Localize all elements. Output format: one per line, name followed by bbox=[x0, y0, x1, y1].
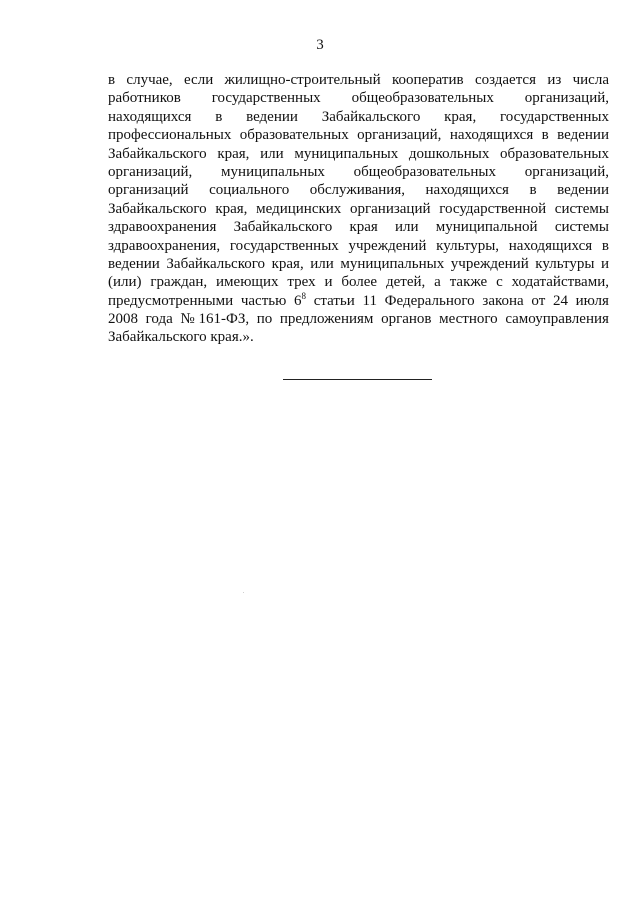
word: системы bbox=[554, 200, 609, 217]
paragraph-line bbox=[108, 163, 609, 181]
word: в bbox=[601, 237, 609, 254]
paragraph-line bbox=[108, 273, 609, 291]
word: трех bbox=[287, 274, 316, 291]
word: числа bbox=[572, 72, 609, 88]
word: находящихся bbox=[108, 108, 192, 125]
word: органов bbox=[381, 311, 432, 328]
word: муниципальной bbox=[435, 219, 538, 236]
word: здравоохранения bbox=[108, 219, 217, 236]
word: здравоохранения, bbox=[108, 237, 221, 254]
word: в bbox=[108, 72, 116, 88]
word: в bbox=[529, 182, 537, 199]
paragraph-line bbox=[108, 89, 609, 107]
word: частью bbox=[240, 292, 287, 309]
word: культуры, bbox=[436, 237, 500, 254]
word: граждан, bbox=[150, 274, 208, 291]
paragraph-line bbox=[108, 108, 609, 126]
word: Забайкальского bbox=[233, 219, 333, 236]
word: года bbox=[145, 311, 173, 328]
word: медицинских bbox=[256, 200, 342, 217]
word: организаций bbox=[108, 182, 189, 199]
word: государственных bbox=[211, 90, 321, 107]
word-with-superscript bbox=[294, 292, 306, 310]
word: Забайкальского bbox=[321, 108, 421, 125]
word: если bbox=[184, 72, 214, 88]
word: имеющих bbox=[216, 274, 279, 291]
word: детей, bbox=[385, 274, 426, 291]
word: ведении bbox=[557, 182, 609, 199]
word: из bbox=[547, 72, 562, 88]
word: края, bbox=[271, 255, 304, 272]
word: общеобразовательных bbox=[351, 90, 494, 107]
paragraph-text bbox=[108, 71, 609, 347]
word: а bbox=[434, 274, 441, 291]
word: профессиональных bbox=[108, 127, 232, 144]
word: в bbox=[541, 127, 549, 144]
word: Федерального bbox=[384, 292, 475, 309]
word: случае, bbox=[126, 72, 173, 88]
paragraph-line bbox=[108, 237, 609, 255]
word: ведении bbox=[108, 255, 160, 272]
word: или bbox=[260, 145, 284, 162]
word: обслуживания, bbox=[309, 182, 405, 199]
word: организаций, bbox=[524, 90, 609, 107]
paragraph-line bbox=[108, 145, 609, 163]
paragraph-line bbox=[108, 126, 609, 144]
word: с bbox=[496, 274, 503, 291]
word: находящихся bbox=[425, 182, 509, 199]
word: жилищно-строительный bbox=[224, 72, 381, 88]
word: от bbox=[531, 292, 546, 309]
word: создается bbox=[474, 72, 536, 88]
word: ведении bbox=[246, 108, 298, 125]
word: предложениям bbox=[279, 311, 374, 328]
word: государственных bbox=[500, 108, 609, 125]
word: 2008 bbox=[108, 311, 138, 328]
word: края, bbox=[444, 108, 477, 125]
word: организаций, bbox=[108, 163, 193, 180]
word: находящихся bbox=[449, 127, 534, 144]
word: Забайкальского bbox=[108, 145, 207, 162]
word: 24 bbox=[552, 292, 568, 309]
word: или bbox=[310, 255, 334, 272]
word: образовательных bbox=[500, 145, 609, 162]
word: государственной bbox=[439, 200, 547, 217]
word: Забайкальского bbox=[166, 255, 266, 272]
word: муниципальных bbox=[340, 255, 445, 272]
word: организаций, bbox=[357, 127, 442, 144]
word: муниципальных bbox=[221, 163, 325, 180]
word: организаций bbox=[349, 200, 431, 217]
paragraph-line-14 bbox=[108, 310, 609, 328]
word: ведении bbox=[557, 127, 609, 144]
word: края, bbox=[215, 200, 248, 217]
word: также bbox=[449, 274, 488, 291]
word: и bbox=[324, 274, 333, 291]
paragraph-line bbox=[108, 255, 609, 273]
word: по bbox=[256, 311, 273, 328]
superscript: 8 bbox=[301, 290, 306, 301]
word: июля bbox=[575, 292, 609, 309]
paragraph-line bbox=[108, 71, 609, 89]
word: в bbox=[215, 108, 223, 125]
word: муниципальных bbox=[294, 145, 399, 162]
paragraph-line-13 bbox=[108, 292, 609, 310]
word: организаций, bbox=[524, 163, 609, 180]
word: (или) bbox=[108, 274, 142, 291]
word: Забайкальского bbox=[108, 200, 207, 217]
paragraph-line bbox=[108, 200, 609, 218]
paragraph-last-line: Забайкальского края.». bbox=[108, 329, 254, 346]
part-number: 6 bbox=[294, 292, 302, 309]
word: социального bbox=[209, 182, 290, 199]
word: местного bbox=[439, 311, 498, 328]
paragraph-line bbox=[108, 181, 609, 199]
word: системы bbox=[554, 219, 609, 236]
word: дошкольных bbox=[408, 145, 490, 162]
word: учреждений bbox=[348, 237, 427, 254]
word: ходатайствами, bbox=[511, 274, 609, 291]
word: края bbox=[349, 219, 378, 236]
word: закона bbox=[482, 292, 524, 309]
word: общеобразовательных bbox=[353, 163, 496, 180]
word: образовательных bbox=[239, 127, 349, 144]
word: и bbox=[600, 255, 609, 272]
word: самоуправления bbox=[505, 311, 609, 328]
paragraph-lines bbox=[108, 71, 609, 292]
separator-line bbox=[283, 379, 432, 380]
word: 11 bbox=[362, 292, 377, 309]
word: государственных bbox=[229, 237, 339, 254]
word: находящихся bbox=[508, 237, 593, 254]
word: работников bbox=[108, 90, 181, 107]
word: более bbox=[341, 274, 378, 291]
word: учреждений bbox=[450, 255, 529, 272]
word: культуры bbox=[535, 255, 595, 272]
word: предусмотренными bbox=[108, 292, 234, 309]
word: или bbox=[395, 219, 419, 236]
word: статьи bbox=[313, 292, 355, 309]
paragraph-line bbox=[108, 218, 609, 236]
page-number: 3 bbox=[316, 37, 324, 53]
word: кооператив bbox=[391, 72, 464, 88]
scan-speck bbox=[243, 592, 244, 593]
word: края, bbox=[217, 145, 250, 162]
word: № 161-ФЗ, bbox=[180, 311, 250, 328]
